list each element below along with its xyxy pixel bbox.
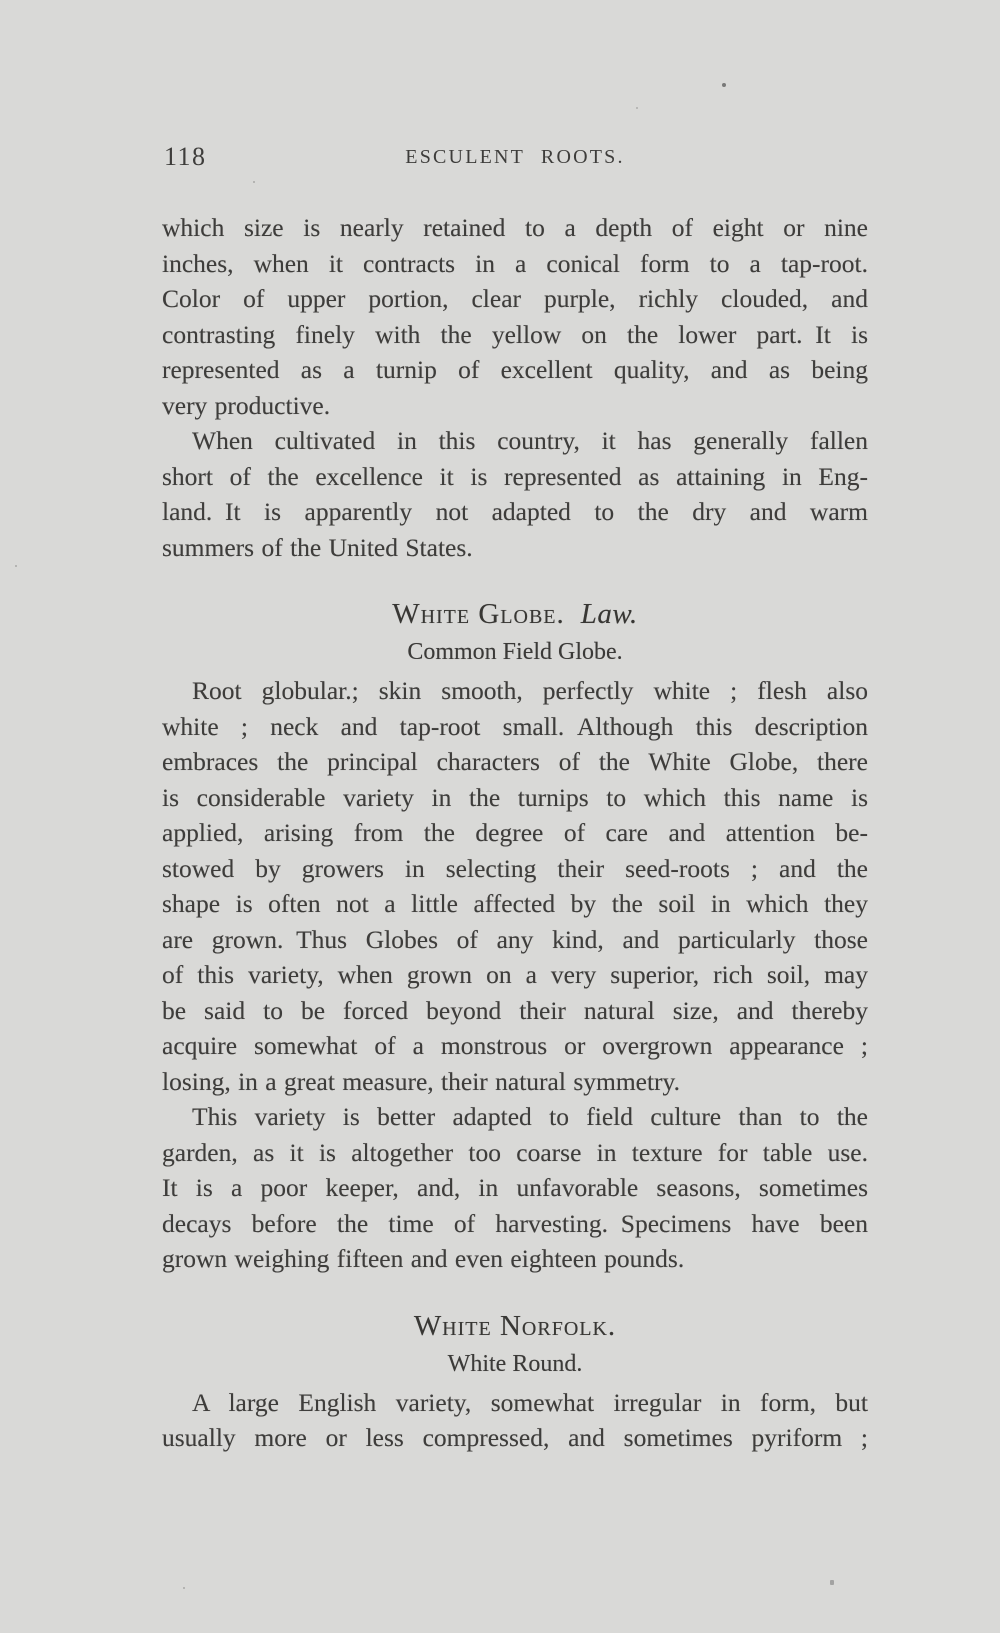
text-line: embraces the principal characters of the White Globe, there <box>162 747 868 776</box>
text-line: summers of the United States. <box>162 532 473 562</box>
scan-speck <box>830 1580 834 1585</box>
scan-speck <box>15 565 17 567</box>
text-line: short of the excellence it is represented as attaining in Eng- <box>162 461 868 491</box>
text-line: which size is nearly retained to a depth of eight or nine <box>162 213 868 242</box>
text-line: is considerable variety in the turnips to which this name is <box>162 782 868 812</box>
text-line: inches, when it contracts in a conical form to a tap-root. <box>162 248 868 278</box>
scan-speck <box>183 1587 185 1589</box>
scan-speck <box>636 107 638 109</box>
text-line: stowed by growers in selecting their seed-roots ; and the <box>162 853 868 883</box>
text-line: land. It is apparently not adapted to the dry and warm <box>162 497 868 526</box>
text-line: of this variety, when grown on a very superior, rich soil, may <box>162 960 868 989</box>
paragraph <box>162 673 868 1099</box>
variety-heading <box>162 1306 868 1346</box>
text-line: losing, in a great measure, their natural symmetry. <box>162 1066 681 1096</box>
text-line: contrasting finely with the yellow on the lower part. It is <box>162 319 868 349</box>
text-line: grown weighing fifteen and even eighteen pounds. <box>162 1244 685 1273</box>
text-line: usually more or less compressed, and sometimes pyriform ; <box>162 1423 868 1452</box>
scan-speck <box>722 83 726 87</box>
text-line: shape is often not a little affected by the soil in which they <box>162 889 868 918</box>
text-line: garden, as it is altogether too coarse in texture for table use. <box>162 1137 868 1167</box>
text-line: represented as a turnip of excellent quality, and as being <box>162 355 868 384</box>
paragraph <box>162 210 868 423</box>
running-title: ESCULENT ROOTS. <box>405 146 625 168</box>
authority-name: Law. <box>580 598 638 630</box>
text-line: acquire somewhat of a monstrous or overgrown appearance ; <box>162 1031 868 1060</box>
text-line: This variety is better adapted to field culture than to the <box>192 1102 868 1131</box>
page-number: 118 <box>164 142 207 171</box>
text-line: applied, arising from the degree of care and attention be- <box>162 818 868 847</box>
scan-speck <box>253 181 255 183</box>
text-line: Root globular.; skin smooth, perfectly white ; flesh also <box>192 676 868 705</box>
text-line: It is a poor keeper, and, in unfavorable seasons, sometimes <box>162 1173 868 1202</box>
variety-name: White Norfolk. <box>413 1309 617 1342</box>
variety-name: White Globe. <box>392 598 565 630</box>
paragraph <box>162 423 868 565</box>
page-content <box>162 140 868 1456</box>
text-line: very productive. <box>162 390 331 420</box>
paragraph <box>162 1385 868 1456</box>
page-header <box>162 140 868 174</box>
text-line: decays before the time of harvesting. Specimens have been <box>162 1208 868 1238</box>
text-line: white ; neck and tap-root small. Although this description <box>162 711 868 741</box>
variety-heading <box>162 594 868 634</box>
text-line: A large English variety, somewhat irregular in form, but <box>192 1387 868 1417</box>
text-line: are grown. Thus Globes of any kind, and particularly those <box>162 924 868 954</box>
variety-subheading: Common Field Globe. <box>407 639 623 665</box>
text-line: When cultivated in this country, it has generally fallen <box>192 426 868 455</box>
paragraph <box>162 1099 868 1277</box>
text-line: Color of upper portion, clear purple, richly clouded, and <box>162 284 868 313</box>
page-body <box>162 210 868 1456</box>
text-line: be said to be forced beyond their natural size, and thereby <box>162 995 868 1025</box>
variety-subheading: White Round. <box>447 1350 583 1377</box>
